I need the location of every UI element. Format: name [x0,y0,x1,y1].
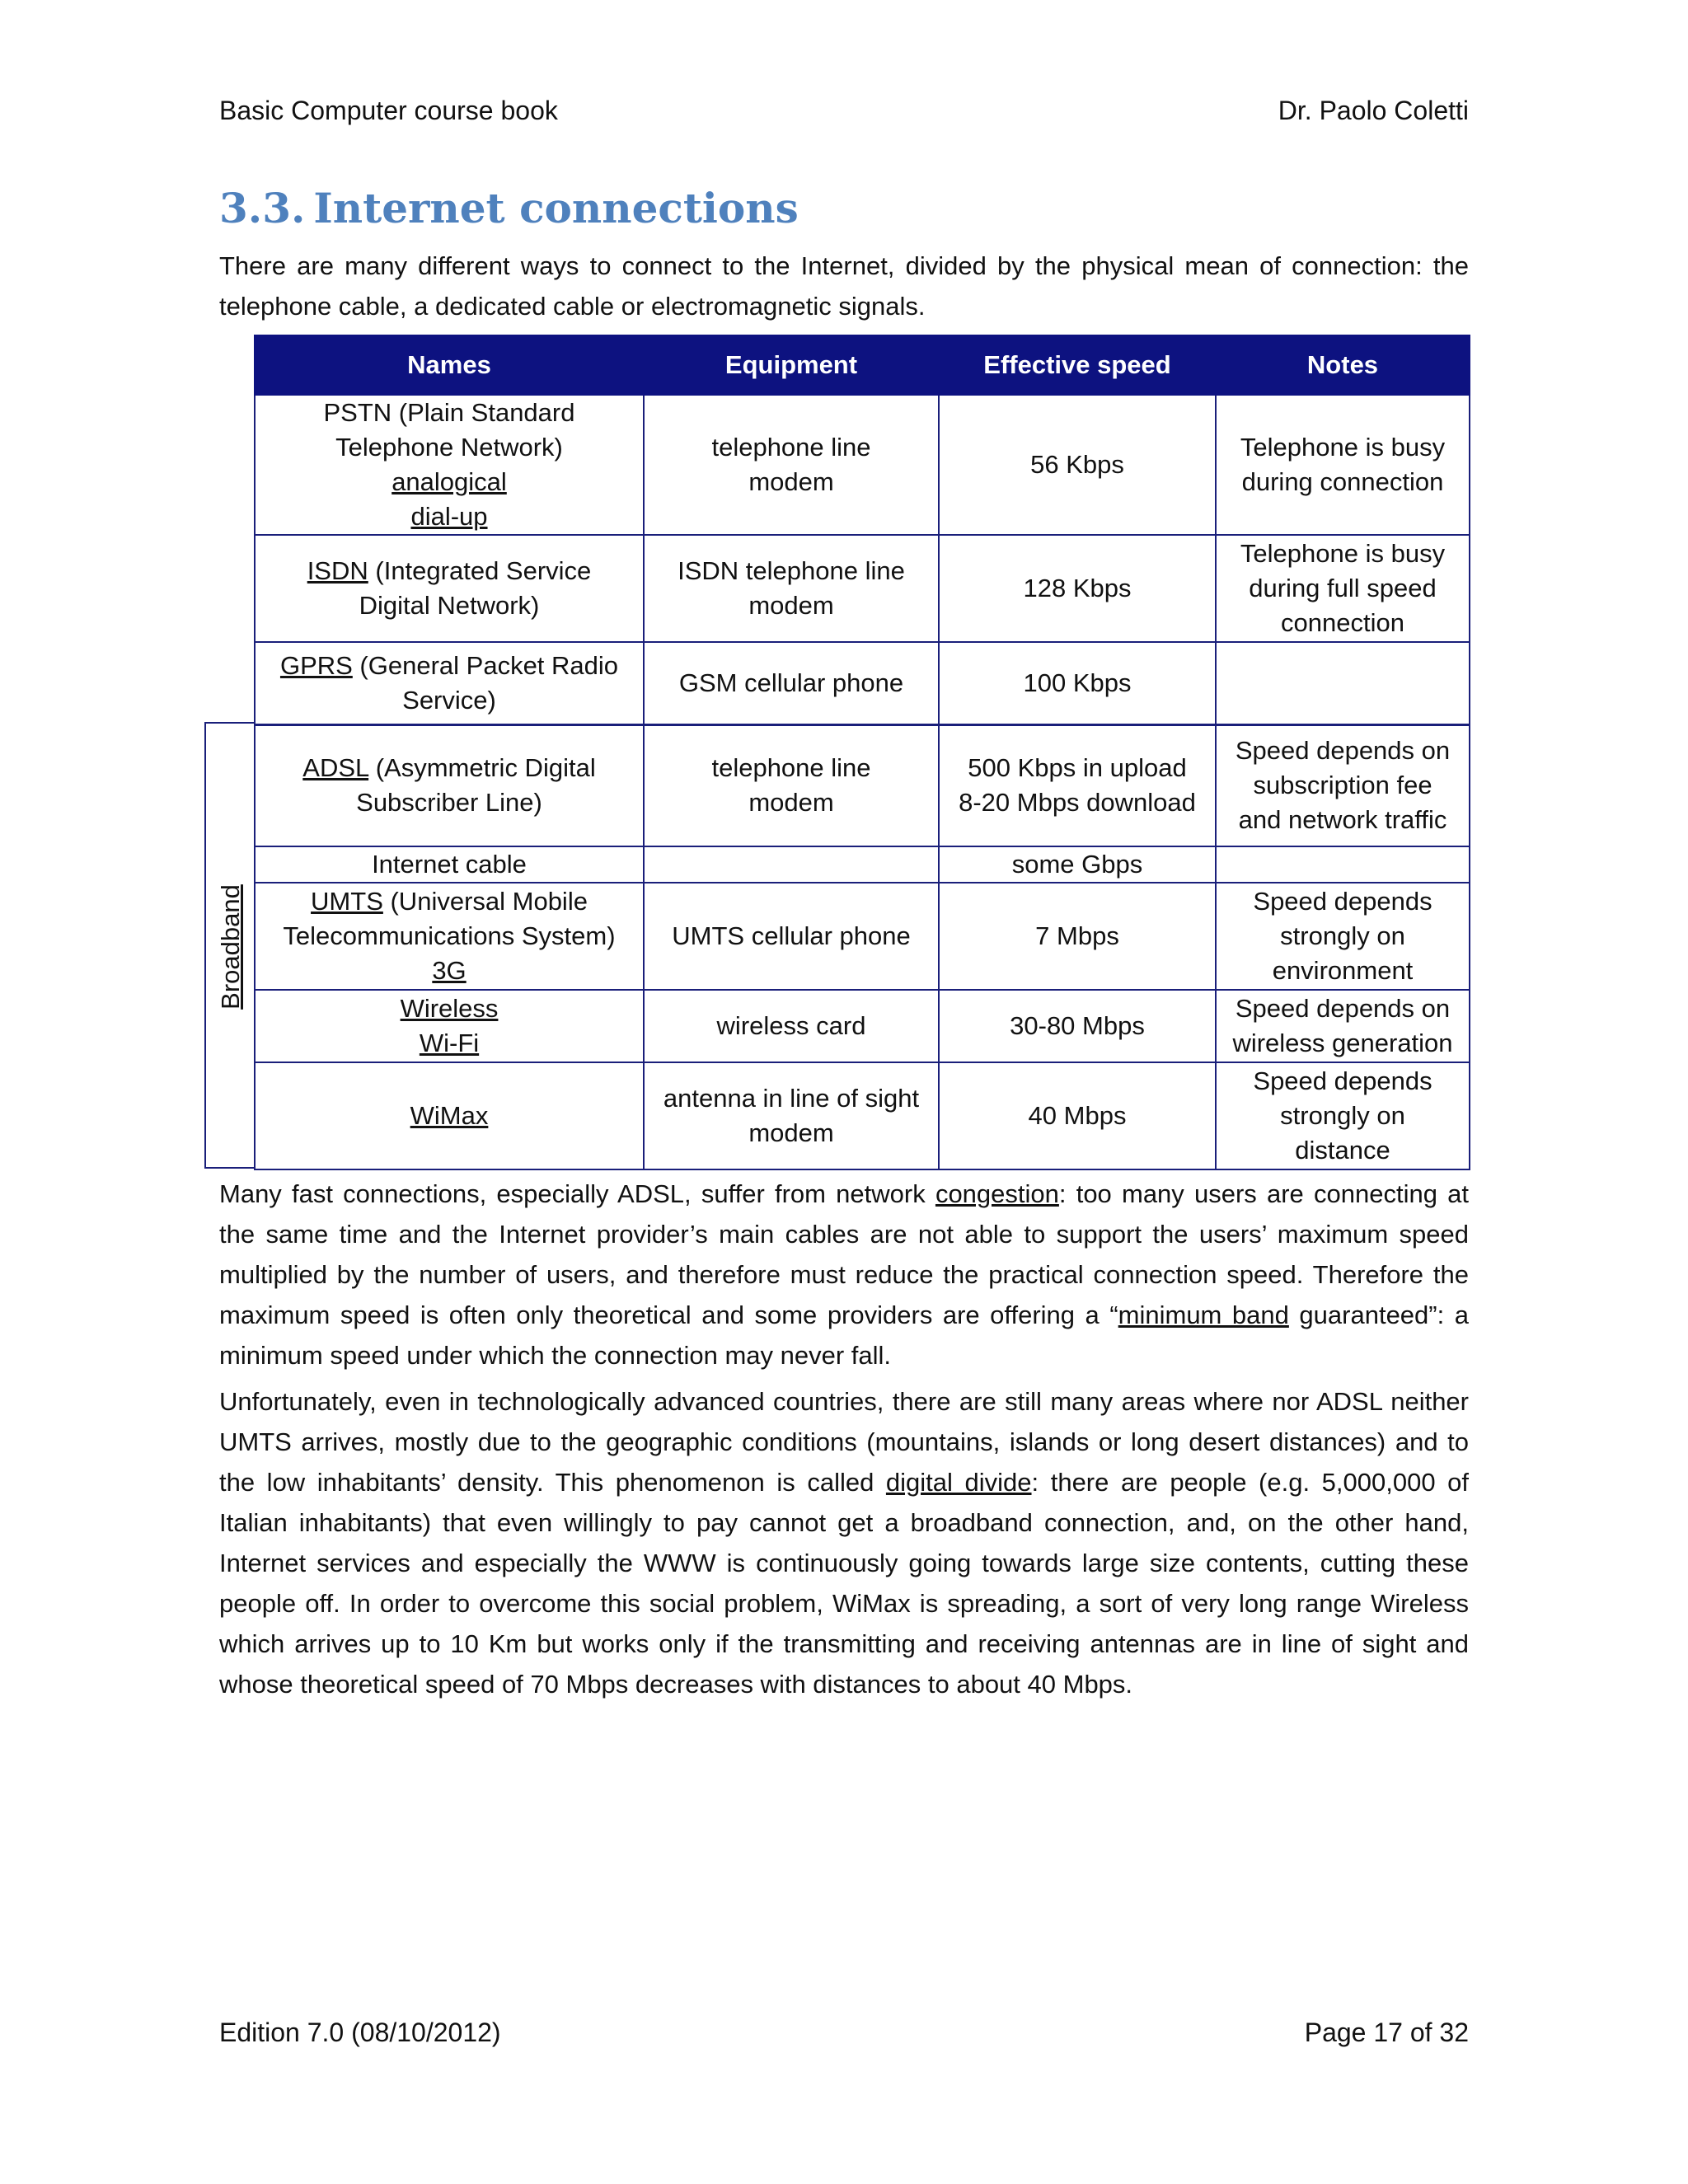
equipment-line: antenna in line of sight [663,1084,920,1113]
notes-line: Speed depends on [1235,736,1451,766]
broadband-group-bracket [204,722,254,1169]
notes-line: during connection [1241,467,1444,496]
header-author: Dr. Paolo Coletti [1278,96,1469,125]
cell-equipment [644,724,939,846]
cell-equipment [644,846,939,883]
name-abbr: UMTS [311,887,383,916]
header-book-title: Basic Computer course book [219,96,558,125]
name-line [262,751,636,785]
notes-line: Telephone is busy [1240,433,1446,462]
name-abbr: ADSL [302,753,369,783]
name-line: PSTN (Plain Standard [323,398,575,427]
table-row [255,883,1470,990]
cell-name [255,1062,644,1169]
section-title: Internet connections [313,184,799,232]
cell-speed: 56 Kbps [939,395,1216,535]
table-row [255,846,1470,883]
equipment-line: telephone line [711,753,871,783]
page-footer [219,2014,1469,2050]
table-row [255,1062,1470,1169]
equipment-line: ISDN telephone line [678,556,905,585]
name-rest: (Asymmetric Digital [368,753,596,783]
notes-line: subscription fee [1253,771,1432,800]
name-line [262,884,636,919]
cell-notes [1216,990,1470,1062]
name-abbr: GPRS [279,650,353,680]
table-row [255,990,1470,1062]
name-line: Telecommunications System) [283,921,616,950]
text-run: Many fast connections, especially ADSL, suffer from network [219,1179,935,1208]
cell-equipment: GSM cellular phone [644,642,939,724]
table-row [255,724,1470,846]
table-row [255,395,1470,535]
digital-divide-paragraph [219,1381,1469,1704]
text-run: guaranteed”: a minimum speed under which the connection may never fall. [219,1301,1469,1370]
cell-speed: 30-80 Mbps [939,990,1216,1062]
cell-equipment [644,1062,939,1169]
text-run: Unfortunately, even in technologically advanced countries, there are still many areas where nor ADSL neither UMTS arrives, mostly due to the geographic conditions (mountains, islands or long desert distances) and to the low inhabitants’ density. This phenomenon is called [219,1387,1469,1497]
cell-notes [1216,535,1470,642]
name-term: WiMax [410,1101,489,1130]
name-abbr: ISDN [307,556,368,585]
cell-equipment [644,395,939,535]
term-minimum-band: minimum band [1118,1301,1289,1329]
cell-equipment: UMTS cellular phone [644,883,939,990]
cell-speed: 40 Mbps [939,1062,1216,1169]
name-line: Telephone Network) [335,433,563,462]
notes-line: wireless generation [1232,1029,1453,1057]
connections-table [254,335,1470,1170]
name-term: dial-up [410,502,488,531]
name-line: Digital Network) [359,591,540,620]
cell-notes [1216,642,1470,724]
name-term: 3G [432,956,467,985]
col-header-names: Names [255,335,644,395]
cell-equipment: wireless card [644,990,939,1062]
page-header [219,92,1469,129]
notes-line: connection [1281,608,1404,637]
notes-line: Speed depends [1253,1066,1432,1095]
col-header-notes: Notes [1216,335,1470,395]
equipment-line: modem [748,1118,834,1147]
name-line [262,649,636,683]
cell-notes [1216,395,1470,535]
cell-speed: some Gbps [939,846,1216,883]
section-heading [219,180,799,237]
cell-name [255,642,644,724]
cell-speed: 7 Mbps [939,883,1216,990]
congestion-paragraph [219,1174,1469,1376]
notes-line: strongly on [1280,921,1405,950]
notes-line: distance [1295,1136,1390,1165]
cell-speed: 100 Kbps [939,642,1216,724]
cell-notes [1216,724,1470,846]
cell-equipment [644,535,939,642]
col-header-speed: Effective speed [939,335,1216,395]
notes-line: and network traffic [1238,805,1447,835]
text-run: : too many users are connecting at the same time and the Internet provider’s main cables are not able to support the users’ maximum speed multiplied by the number of users, and therefore must reduce the practical connection speed. Therefore the maximum speed is often only theoretical and some providers are offering a “ [219,1179,1469,1329]
cell-name [255,535,644,642]
cell-notes [1216,846,1470,883]
notes-line: Speed depends on [1235,994,1451,1023]
broadband-group-label-box [206,724,256,1170]
name-term: Wi-Fi [419,1029,480,1057]
name-rest: (Universal Mobile [382,887,588,916]
notes-line: strongly on [1280,1101,1405,1130]
equipment-line: modem [748,467,834,496]
name-term: Wireless [400,994,499,1023]
name-line [262,554,636,588]
name-line: Service) [402,685,496,715]
notes-line: environment [1272,956,1414,985]
equipment-line: telephone line [711,433,871,462]
table-row [255,642,1470,724]
cell-speed [939,724,1216,846]
notes-line: Telephone is busy [1240,539,1446,568]
connections-table-wrapper [204,335,1469,1169]
name-line: Subscriber Line) [356,788,542,818]
text-run: : there are people (e.g. 5,000,000 of Italian inhabitants) that even willingly to pay cannot get a broadband connection, and, on the other hand, Internet services and especially the WWW is continuously going towards large size contents, cutting these people off. In order to overcome this social problem, WiMax is spreading, a sort of very long range Wireless which arrives up to 10 Km but works only if the transmitting and receiving antennas are in line of sight and whose theoretical speed of 70 Mbps decreases with distances to about 40 Mbps. [219,1468,1470,1699]
cell-name [255,990,644,1062]
term-digital-divide: digital divide [885,1468,1032,1497]
cell-notes [1216,883,1470,990]
footer-edition: Edition 7.0 (08/10/2012) [219,2018,501,2047]
footer-page-number: Page 17 of 32 [1304,2018,1469,2047]
notes-line: during full speed [1249,574,1437,602]
name-rest: (Integrated Service [368,556,592,585]
cell-speed: 128 Kbps [939,535,1216,642]
table-header-row [255,335,1470,395]
equipment-line: modem [748,591,834,620]
cell-name [255,724,644,846]
cell-name [255,883,644,990]
section-number: 3.3. [219,184,306,232]
cell-name [255,395,644,535]
name-term: analogical [392,467,507,496]
table-row [255,535,1470,642]
equipment-line: modem [748,788,834,818]
term-congestion: congestion [935,1179,1059,1208]
name-rest: (General Packet Radio [352,650,619,680]
cell-name: Internet cable [255,846,644,883]
speed-line: 500 Kbps in upload [968,753,1187,783]
cell-notes [1216,1062,1470,1169]
speed-line: 8-20 Mbps download [959,788,1196,818]
broadband-group-label: Broadband [216,884,245,1010]
notes-line: Speed depends [1253,887,1432,916]
intro-paragraph: There are many different ways to connect to the Internet, divided by the physical mean of connection: the telephone cable, a dedicated cable or electromagnetic signals. [219,251,1469,321]
col-header-equipment: Equipment [644,335,939,395]
